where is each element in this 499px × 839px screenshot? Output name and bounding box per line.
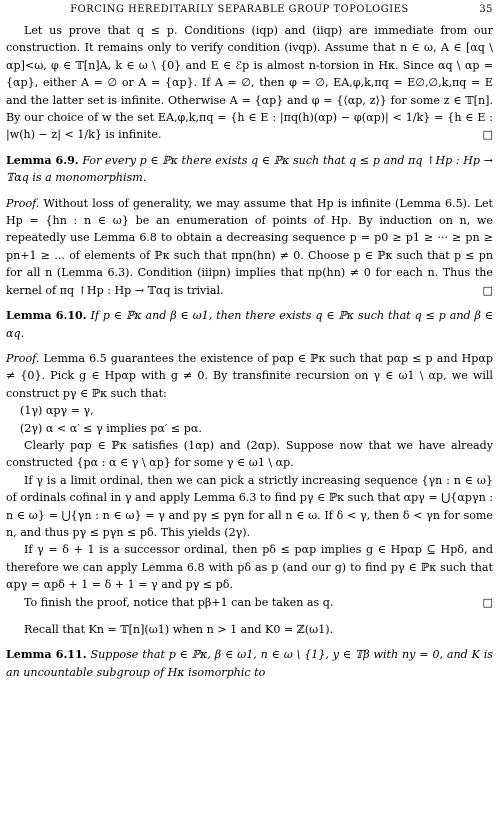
proof-label: Proof. <box>6 351 40 365</box>
paragraph-claim-proof-end <box>6 22 493 144</box>
lemma-label: Lemma 6.10. <box>6 309 87 323</box>
lemma-label: Lemma 6.11. <box>6 648 87 662</box>
proof-lemma-6-10 <box>6 350 493 402</box>
lemma-6-11 <box>6 646 493 681</box>
proof-label: Proof. <box>6 196 40 210</box>
condition-1-gamma: (1γ) αpγ = γ, <box>20 404 94 418</box>
paragraph-text: Let us prove that q ≤ p. Conditions (iqp) and (iiqp) are immediate from our construction. It remains only to verify condition (ivqp). Assume that n ∈ ω, A ∈ [αq \ αp]<ω, φ ∈ 𝕋[n]A, k ∈ ω \ {0} and E ∈ ℰp is almost n-torsion in Hκ. Since αq \ αp = {αp}, either A = ∅ or A = {αp}. If A = ∅, then φ = ∅, EA,φ,k,πq = E∅,∅,k,πq = E and the latter set is infinite. Otherwise A = {αp} and φ = {⟨αp, z⟩} for some z ∈ 𝕋[n]. By our choice of w the set EA,φ,k,πq = {h ∈ E : |πq(h)(αp) − φ(αp)| < 1/k} = {h ∈ E : |w(h) − z| < 1/k} is infinite. <box>6 24 493 142</box>
lemma-6-10 <box>6 307 493 342</box>
paragraph-limit-case: If γ is a limit ordinal, then we can pick a strictly increasing sequence {γn : n ∈ ω} of ordinals cofinal in γ and apply Lemma 6.3 to find pγ ∈ ℙκ such that αpγ = ⋃{αpγn : n ∈ ω} = ⋃{γn : n ∈ ω} = γ and pγ ≤ pγn for all n ∈ ω. If δ < γ, then δ < γn for some n, and thus pγ ≤ pγn ≤ pδ. This yields (2γ). <box>6 473 493 539</box>
qed-symbol: □ <box>482 283 493 297</box>
paragraph-successor-case: If γ = δ + 1 is a successor ordinal, then pδ ≤ pαp implies g ∈ Hpαp ⊆ Hpδ, and therefore we can apply Lemma 6.8 with pδ as p (and our g) to find pγ ∈ ℙκ such that αpγ = αpδ + 1 = δ + 1 = γ and pγ ≤ pδ. <box>6 543 493 592</box>
paragraph-recall: Recall that Kn = 𝕋[n](ω1) when n > 1 and K0 = ℤ(ω1). <box>24 623 334 636</box>
lemma-statement: If p ∈ ℙκ and β ∈ ω1, then there exists q ∈ ℙκ such that q ≤ p and β ∈ αq. <box>6 309 493 340</box>
paragraph-text: To finish the proof, notice that pβ+1 can be taken as q. <box>24 595 334 609</box>
lemma-statement: For every p ∈ ℙκ there exists q ∈ ℙκ such that q ≤ p and πq ↾Hp : Hp → 𝕋αq is a monomorphism. <box>6 153 493 185</box>
proof-lemma-6-9 <box>6 195 493 299</box>
page-number: 35 <box>479 4 493 15</box>
condition-2-gamma: (2γ) α < α′ ≤ γ implies pα′ ≤ pα. <box>20 421 202 435</box>
running-header <box>6 2 493 18</box>
proof-text: Lemma 6.5 guarantees the existence of pαp ∈ ℙκ such that pαp ≤ p and Hpαp ≠ {0}. Pick g ∈ Hpαp with g ≠ 0. By transfinite recursion on γ ∈ ω1 \ αp, we will construct pγ ∈ ℙκ such that: <box>6 351 493 400</box>
lemma-label: Lemma 6.9. <box>6 153 79 167</box>
running-title: FORCING HEREDITARILY SEPARABLE GROUP TOPOLOGIES <box>70 4 409 15</box>
qed-symbol: □ <box>482 595 493 609</box>
paragraph-finish-proof <box>6 594 493 611</box>
proof-text: Without loss of generality, we may assume that Hp is infinite (Lemma 6.5). Let Hp = {hn : n ∈ ω} be an enumeration of points of Hp. By induction on n, we repeatedly use Lemma 6.8 to obtain a decreasing sequence p = p0 ≥ p1 ≥ ··· ≥ pn ≥ pn+1 ≥ ... of elements of ℙκ such that πpn(hn) ≠ 0. Choose p ∈ ℙκ such that p ≤ pn for all n (Lemma 6.3). Condition (iiipn) implies that πp(hn) ≠ 0 for each n. Thus the kernel of πq ↾Hp : Hp → 𝕋αq is trivial. <box>6 196 493 297</box>
lemma-6-9 <box>6 152 493 187</box>
qed-symbol: □ <box>482 128 493 142</box>
paragraph-base-case: Clearly pαp ∈ ℙκ satisfies (1αp) and (2αp). Suppose now that we have already constructed {pα : α ∈ γ \ αp} for some γ ∈ ω1 \ αp. <box>6 438 493 470</box>
lemma-statement: Suppose that p ∈ ℙκ, β ∈ ω1, n ∈ ω \ {1}, y ∈ 𝕋β with ny = 0, and K is an uncountable subgroup of Hκ isomorphic to <box>6 648 494 679</box>
